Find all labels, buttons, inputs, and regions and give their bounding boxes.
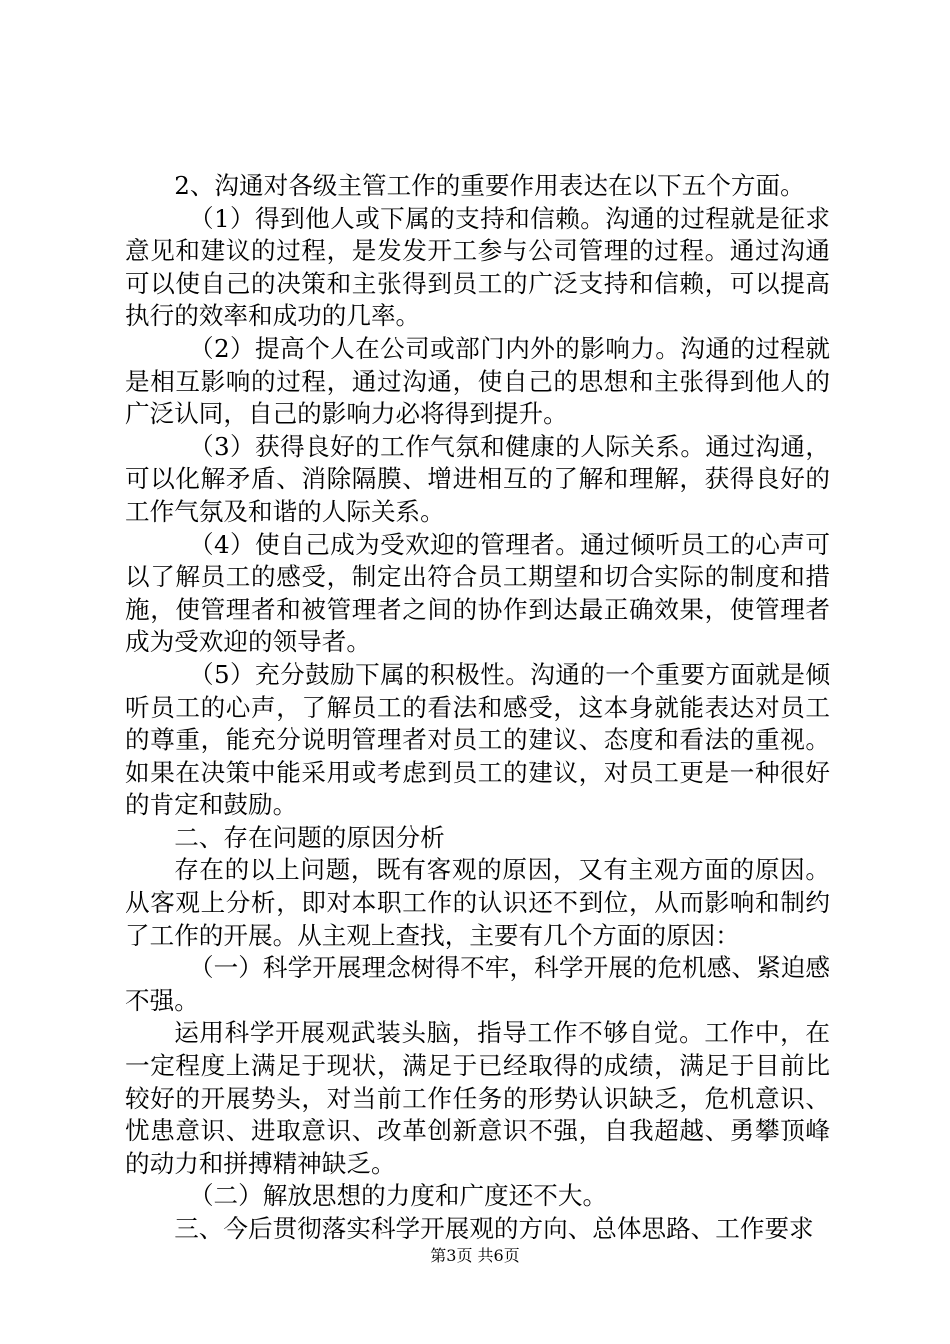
paragraph-cause-2: （二）解放思想的力度和广度还不大。 (188, 1181, 608, 1211)
paragraph-2-intro: 2、沟通对各级主管工作的重要作用表达在以下五个方面。 (174, 171, 805, 200)
paragraph-cause-1-detail: 运用科学开展观武装头脑，指导工作不够自觉。工作中，在一定程度上满足于现状，满足于已经取得的成绩，满足于目前比较好的开展势头，对当前工作任务的形势认识缺乏，危机意识、忧患意识、进取意识、改革创新意识不强，自我超越、勇攀顶峰的动力和拼搏精神缺乏。 (125, 1018, 830, 1178)
paragraph-point-4: （4）使自己成为受欢迎的管理者。通过倾听员工的心声可以了解员工的感受，制定出符合员工期望和切合实际的制度和措施，使管理者和被管理者之间的协作到达最正确效果，使管理者成为受欢迎的领导者。 (125, 529, 830, 657)
section-heading-3: 三、今后贯彻落实科学开展观的方向、总体思路、工作要求 (174, 1214, 814, 1243)
paragraph-cause-analysis: 存在的以上问题，既有客观的原因，又有主观方面的原因。从客观上分析，即对本职工作的认识还不到位，从而影响和制约了工作的开展。从主观上查找，主要有几个方面的原因： (125, 855, 830, 950)
page-number-footer: 第3页 共6页 (430, 1246, 520, 1265)
paragraph-cause-1: （一）科学开展理念树得不牢，科学开展的危机感、紧迫感不强。 (125, 953, 830, 1015)
paragraph-point-3: （3）获得良好的工作气氛和健康的人际关系。通过沟通，可以化解矛盾、消除隔膜、增进相互的了解和理解，获得良好的工作气氛及和谐的人际关系。 (125, 431, 830, 526)
section-heading-2: 二、存在问题的原因分析 (174, 822, 445, 852)
paragraph-point-5: （5）充分鼓励下属的积极性。沟通的一个重要方面就是倾听员工的心声，了解员工的看法和感受，这本身就能表达对员工的尊重，能充分说明管理者对员工的建议、态度和看法的重视。如果在决策中能采用或考虑到员工的建议，对员工更是一种很好的肯定和鼓励。 (125, 659, 830, 820)
document-body (125, 170, 830, 1246)
paragraph-point-2: （2）提高个人在公司或部门内外的影响力。沟通的过程就是相互影响的过程，通过沟通，使自己的思想和主张得到他人的广泛认同，自己的影响力必将得到提升。 (125, 333, 830, 429)
paragraph-point-1: （1）得到他人或下属的支持和信赖。沟通的过程就是征求意见和建议的过程，是发发开工参与公司管理的过程。通过沟通可以使自己的决策和主张得到员工的广泛支持和信赖，可以提高执行的效率和成功的几率。 (125, 203, 830, 331)
